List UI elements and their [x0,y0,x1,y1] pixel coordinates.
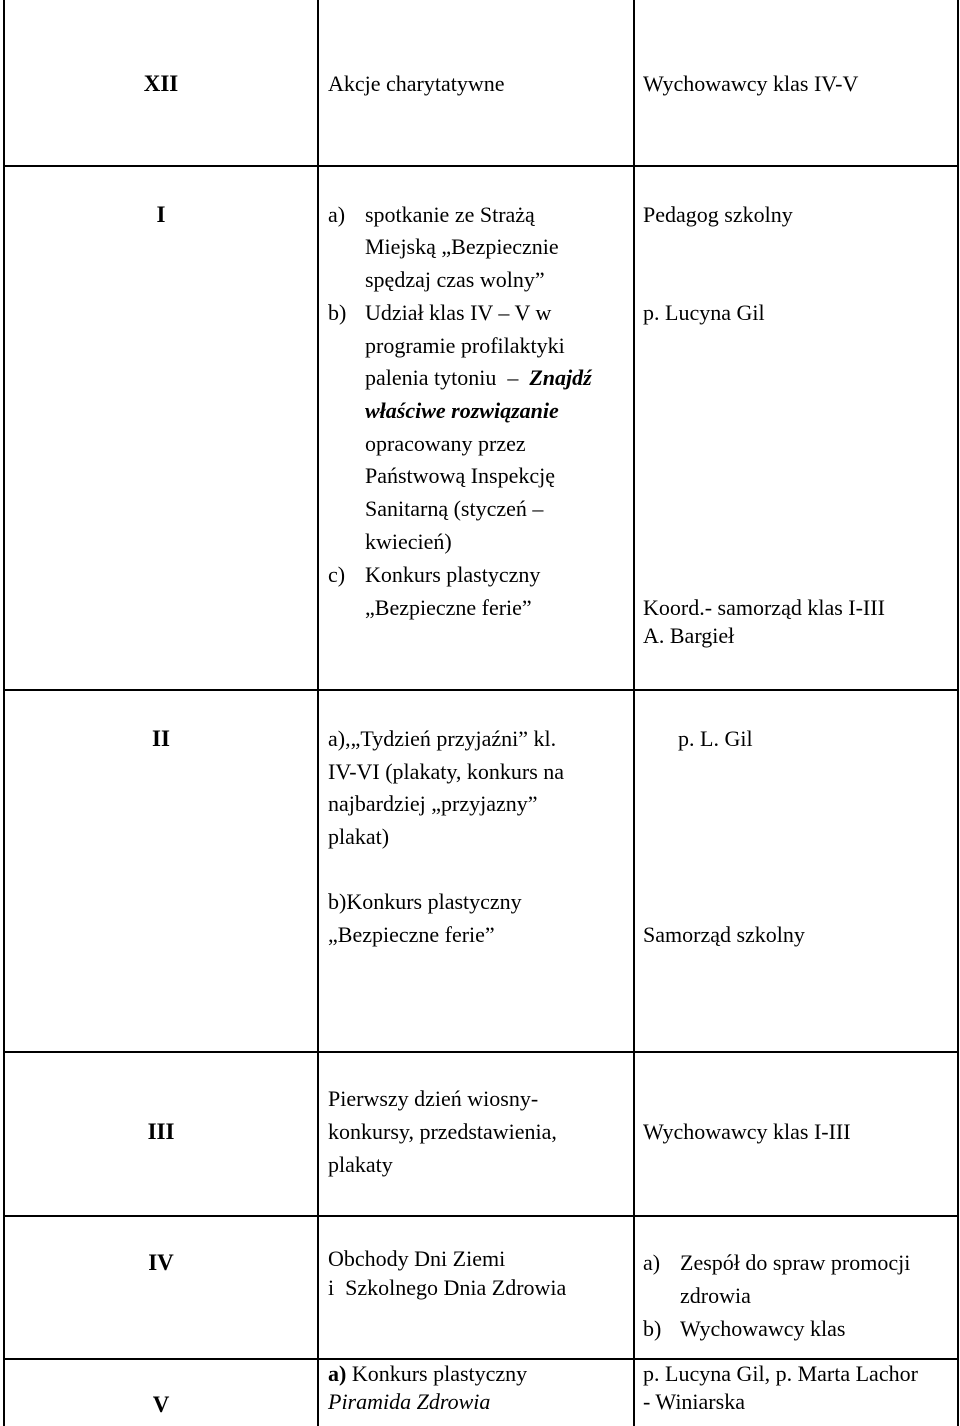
activity-line: Obchody Dni Ziemi [328,1246,506,1271]
activity-line: Konkurs plastyczny [365,562,541,587]
responsible-line: - Winiarska [643,1389,745,1414]
activity-line: „Bezpieczne ferie” [328,922,495,947]
responsible-line: Wychowawcy klas [680,1316,846,1341]
activity-line: kwiecień) [365,529,452,554]
responsible-text: Wychowawcy klas I-III [643,1119,851,1144]
activity-line: plakaty [328,1152,393,1177]
month-label: V [152,1392,170,1417]
responsible-line: A. Bargieł [643,623,735,648]
list-marker: b) [643,1316,662,1341]
month-label: IV [148,1250,174,1275]
activity-line: spotkanie ze Strażą [365,202,535,227]
activity-text: palenia tytoniu – [365,365,530,390]
activity-text: Akcje charytatywne [328,71,505,96]
activity-line: Piramida Zdrowia [328,1389,491,1414]
list-marker: c) [328,562,346,587]
activity-line: konkursy, przedstawienia, [328,1119,557,1144]
row-divider [3,1215,959,1217]
row-divider [3,1051,959,1053]
list-marker: a) [328,202,346,227]
month-label: XII [143,71,179,96]
activity-line: Udział klas IV – V w [365,300,552,325]
activity-line: b)Konkurs plastyczny [328,889,522,914]
responsible-text: Wychowawcy klas IV-V [643,71,859,96]
responsible-line: p. L. Gil [678,726,753,751]
activity-line: najbardziej „przyjazny” [328,791,538,816]
list-marker: b) [328,300,347,325]
activity-line [365,362,592,394]
activity-line: spędzaj czas wolny” [365,267,545,292]
activity-line: Pierwszy dzień wiosny- [328,1086,539,1111]
activity-line: IV-VI (plakaty, konkurs na [328,759,565,784]
list-marker: a) [643,1250,661,1275]
responsible-line: p. Lucyna Gil, p. Marta Lachor [643,1361,918,1386]
table-border-right [957,0,959,1426]
activity-line: Sanitarną (styczeń – [365,496,544,521]
activity-line: a),„Tydzień przyjaźni” kl. [328,726,557,751]
month-label: II [152,726,170,751]
activity-line: opracowany przez [365,431,526,456]
activity-line: plakat) [328,824,390,849]
program-title: właściwe rozwiązanie [365,398,559,423]
column-divider-2 [633,0,635,1426]
row-divider [3,165,959,167]
program-title: Znajdź [529,365,592,390]
activity-line: programie profilaktyki [365,333,565,358]
responsible-line: Samorząd szkolny [643,922,805,947]
responsible-line: Zespół do spraw promocji [680,1250,911,1275]
responsible-line: zdrowia [680,1283,751,1308]
column-divider-1 [317,0,319,1426]
responsible-line: p. Lucyna Gil [643,300,765,325]
activity-line: i Szkolnego Dnia Zdrowia [328,1275,567,1300]
activity-line: Państwową Inspekcję [365,463,556,488]
responsible-line: Pedagog szkolny [643,202,793,227]
list-marker: a) [328,1361,347,1386]
activity-line: Miejską „Bezpiecznie [365,234,559,259]
activity-text: Konkurs plastyczny [351,1361,528,1386]
month-label: III [147,1119,175,1144]
row-divider [3,689,959,691]
month-label: I [156,202,166,227]
activity-line: „Bezpieczne ferie” [365,595,532,620]
responsible-line: Koord.- samorząd klas I-III [643,595,885,620]
